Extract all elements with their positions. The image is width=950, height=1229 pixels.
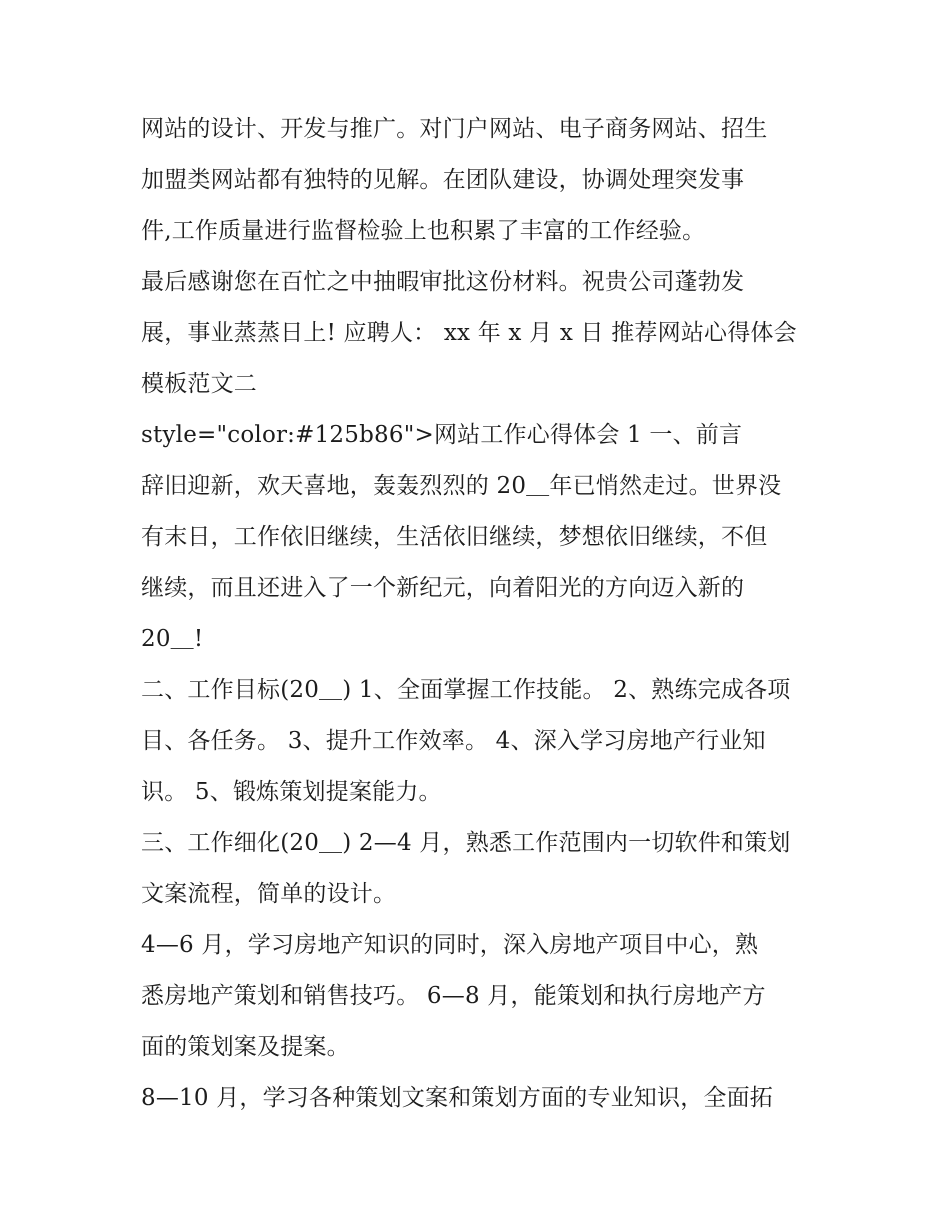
text-line: 继续，而且还进入了一个新纪元，向着阳光的方向迈入新的 — [141, 575, 745, 601]
document-body — [141, 104, 821, 1124]
text-line: 件,工作质量进行监督检验上也积累了丰富的工作经验。 — [141, 218, 706, 244]
text-line: style="color:#125b86">网站工作心得体会 1 一、前言 — [141, 422, 743, 448]
text-line: 8—10 月，学习各种策划文案和策划方面的专业知识，全面拓 — [141, 1085, 774, 1111]
text-line: 二、工作目标(20＿) 1、全面掌握工作技能。 2、熟练完成各项 — [141, 677, 791, 703]
text-line: 最后感谢您在百忙之中抽暇审批这份材料。祝贵公司蓬勃发 — [141, 269, 745, 295]
text-line: 模板范文二 — [141, 371, 257, 397]
text-line: 网站的设计、开发与推广。对门户网站、电子商务网站、招生 — [141, 116, 768, 142]
text-line: 面的策划案及提案。 — [141, 1034, 350, 1060]
text-line: 展，事业蒸蒸日上! 应聘人： xx 年 x 月 x 日 推荐网站心得体会 — [141, 320, 797, 346]
text-line: 悉房地产策划和销售技巧。 6—8 月，能策划和执行房地产方 — [141, 983, 766, 1009]
text-line: 文案流程，简单的设计。 — [141, 881, 397, 907]
text-line: 识。 5、锻炼策划提案能力。 — [141, 779, 442, 805]
text-line: 加盟类网站都有独特的见解。在团队建设，协调处理突发事 — [141, 167, 745, 193]
text-line: 三、工作细化(20＿) 2—4 月，熟悉工作范围内一切软件和策划 — [141, 830, 791, 856]
text-line: 4—6 月，学习房地产知识的同时，深入房地产项目中心，熟 — [141, 932, 759, 958]
text-line: 辞旧迎新，欢天喜地，轰轰烈烈的 20＿年已悄然走过。世界没 — [141, 473, 782, 499]
text-line: 20＿! — [141, 626, 204, 652]
text-line: 目、各任务。 3、提升工作效率。 4、深入学习房地产行业知 — [141, 728, 766, 754]
text-line: 有末日，工作依旧继续，生活依旧继续，梦想依旧继续，不但 — [141, 524, 768, 550]
